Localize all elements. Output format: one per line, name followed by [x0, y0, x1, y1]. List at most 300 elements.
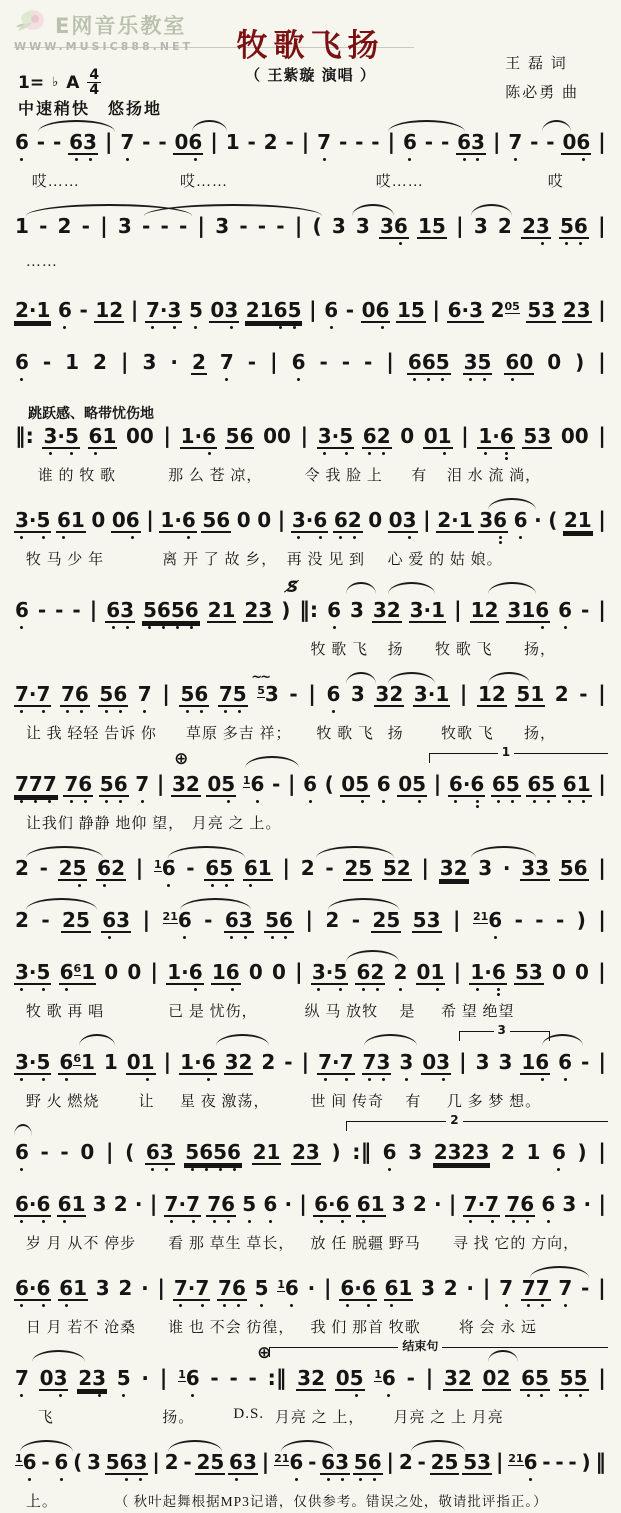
- barline: :‖: [352, 1140, 372, 1164]
- note: [417, 215, 447, 239]
- note: [412, 1193, 428, 1215]
- glyph: 1: [103, 1050, 118, 1074]
- glyph: 7: [506, 1192, 521, 1216]
- note: [436, 509, 473, 533]
- glyph: 0: [104, 960, 119, 984]
- glyph: 5: [358, 856, 373, 880]
- glyph: 7: [15, 1366, 29, 1390]
- note: [506, 599, 550, 623]
- glyph: ·: [284, 1192, 293, 1216]
- note: [271, 961, 287, 983]
- music-system-8: [14, 670, 607, 745]
- barline: |: [598, 1140, 606, 1164]
- dash: [141, 215, 151, 237]
- barline: |: [495, 1450, 504, 1474]
- note: [470, 599, 500, 623]
- glyph: 3: [413, 682, 428, 706]
- note: [14, 909, 30, 931]
- glyph: 0: [574, 424, 589, 448]
- note: [497, 215, 513, 237]
- glyph: 0: [207, 772, 222, 796]
- glyph: (: [73, 1450, 83, 1474]
- glyph: 3: [83, 130, 97, 154]
- glyph: 0: [551, 960, 566, 984]
- glyph: ·: [477, 1192, 486, 1216]
- glyph: 3: [469, 298, 484, 322]
- note: [164, 1451, 180, 1473]
- glyph: 1: [259, 298, 274, 322]
- note: [462, 1451, 492, 1475]
- barline: |: [461, 424, 469, 448]
- glyph: 6: [58, 298, 72, 322]
- music-system-3: [14, 286, 607, 329]
- lyric: （ 秋叶起舞根据MP3记谱，仅供参考。错误之处，敬请批评指正。）: [114, 1494, 548, 1509]
- glyph: 0: [139, 424, 154, 448]
- glyph: ·: [433, 1192, 442, 1216]
- note: [331, 215, 347, 237]
- note: [333, 509, 363, 533]
- lyric: 扬，: [523, 642, 556, 658]
- note: [498, 1051, 514, 1073]
- lyric: 岁 月 从不 停步: [25, 1236, 137, 1252]
- glyph: 5: [219, 856, 234, 880]
- glyph: 2: [78, 1366, 93, 1390]
- glyph: 3: [475, 1050, 490, 1074]
- barline: |: [598, 508, 606, 532]
- glyph: 2: [191, 350, 206, 374]
- note: [145, 299, 182, 323]
- lyric: 已 是 忧伤，: [168, 1004, 258, 1020]
- glyph: 2: [398, 1450, 413, 1474]
- dash: [81, 215, 91, 237]
- note: [280, 599, 291, 621]
- glyph: (: [312, 214, 322, 238]
- glyph: 5: [431, 214, 446, 238]
- barline: |: [597, 214, 606, 238]
- glyph: 3: [133, 1450, 148, 1474]
- glyph: 5: [541, 772, 556, 796]
- lyrics-row: [14, 170, 607, 193]
- dash: [40, 909, 50, 931]
- note: [324, 909, 340, 931]
- note: [316, 131, 332, 153]
- barline: |: [159, 1366, 168, 1390]
- glyph: 7: [164, 1192, 179, 1216]
- glyph: -: [440, 130, 450, 154]
- glyph: -: [355, 130, 364, 154]
- note: [248, 961, 264, 983]
- glyph: 6: [381, 1366, 396, 1390]
- glyph: -: [546, 130, 555, 154]
- lyric: 那 么 苍 凉，: [168, 468, 263, 484]
- dash: [203, 909, 213, 931]
- note: [551, 961, 567, 983]
- glyph: 6: [36, 1276, 51, 1300]
- glyph: 1: [526, 1140, 541, 1164]
- lyric: 月亮 之 上。: [191, 816, 282, 832]
- glyph: ): [281, 598, 291, 622]
- glyph: 2: [118, 1276, 133, 1300]
- glyph: 5: [339, 424, 354, 448]
- glyph: 6: [102, 908, 117, 932]
- barline: |: [162, 682, 170, 706]
- lyrics-row: [14, 1406, 607, 1429]
- note: [382, 857, 412, 881]
- note: [14, 215, 30, 237]
- glyph: 3: [402, 508, 417, 532]
- note: [520, 1051, 550, 1075]
- barline: |: [301, 1050, 310, 1074]
- barline: |: [432, 298, 441, 322]
- glyph: ·: [28, 682, 37, 706]
- glyph: 0: [547, 350, 562, 374]
- note: [402, 131, 418, 153]
- glyph: 6: [59, 1276, 74, 1300]
- note: [443, 1277, 459, 1299]
- barline: |: [130, 298, 139, 322]
- note: [153, 857, 177, 879]
- note: [302, 773, 318, 795]
- glyph: 6: [457, 130, 472, 154]
- note: [191, 351, 207, 375]
- glyph: 2: [393, 960, 408, 984]
- glyph: 0: [125, 424, 140, 448]
- barline: |: [299, 1192, 307, 1216]
- glyph: 2: [344, 856, 359, 880]
- glyph: 6: [535, 598, 550, 622]
- glyph: 3: [317, 424, 332, 448]
- note: [134, 1193, 144, 1215]
- glyph: 6: [562, 772, 577, 796]
- lyrics-row: [14, 464, 607, 487]
- note: [412, 909, 442, 933]
- glyph: 1: [73, 1276, 88, 1300]
- bracket-number: 2: [446, 1114, 462, 1126]
- glyph: 5: [514, 960, 529, 984]
- note: [340, 773, 370, 797]
- glyph: 3: [463, 350, 478, 374]
- glyph: 5: [573, 1366, 588, 1390]
- note: [361, 299, 391, 323]
- note: [14, 599, 30, 621]
- glyph: 6: [333, 508, 348, 532]
- glyph: 6: [384, 1276, 399, 1300]
- glyph: 6: [15, 1276, 29, 1300]
- grace-note: 21: [274, 1452, 290, 1465]
- glyph: 6: [321, 1450, 336, 1474]
- note: [324, 773, 335, 795]
- note: [521, 1277, 551, 1301]
- lyrics-row: [14, 812, 607, 835]
- note: [463, 1193, 500, 1217]
- glyph: 5: [265, 908, 280, 932]
- note: [443, 1367, 473, 1391]
- note: [228, 1451, 258, 1475]
- barline: |: [386, 350, 394, 374]
- dash: [424, 131, 434, 153]
- glyph: 5: [435, 350, 450, 374]
- glyph: 7: [218, 682, 233, 706]
- glyph: 5: [143, 598, 157, 622]
- glyph: 2: [15, 908, 29, 932]
- music-system-16: [14, 1264, 607, 1339]
- glyph: ): [581, 1450, 591, 1474]
- dash: [185, 857, 195, 879]
- glyph: 6: [284, 1276, 299, 1300]
- note: [356, 1193, 386, 1217]
- glyph: -: [579, 682, 588, 706]
- lyric: 哎: [547, 174, 564, 190]
- lyricist-credit: 王 磊 词: [505, 56, 568, 72]
- notes-row: [14, 1451, 607, 1481]
- glyph: 6: [552, 1140, 566, 1164]
- section-tempo-marking: 跳跃感、略带忧伤地: [28, 407, 154, 422]
- glyph: 5: [355, 772, 370, 796]
- glyph: 7: [173, 1276, 188, 1300]
- barline: |: [598, 1366, 606, 1390]
- glyph: 7: [42, 772, 57, 796]
- glyph: 2: [62, 908, 76, 932]
- music-system-10: [14, 844, 607, 887]
- tempo-marking: 中速稍快 悠扬地: [18, 101, 163, 118]
- notes-row: [14, 509, 607, 539]
- dash: [52, 131, 62, 153]
- barline: |: [598, 1192, 606, 1216]
- glyph: 6: [356, 960, 371, 984]
- barline: |: [277, 508, 286, 532]
- note: [562, 773, 592, 797]
- glyph: -: [160, 214, 169, 238]
- glyph: -: [158, 130, 167, 154]
- barline: |: [598, 424, 606, 448]
- glyph: 6: [340, 1276, 355, 1300]
- note: [63, 773, 93, 797]
- glyph: ·: [325, 960, 334, 984]
- header: [14, 6, 607, 118]
- glyph: 6: [289, 1450, 304, 1474]
- glyph: -: [581, 1276, 590, 1300]
- note: [242, 773, 266, 795]
- glyph: ·: [178, 1192, 187, 1216]
- barline: |: [448, 1192, 457, 1216]
- note: [201, 509, 231, 533]
- glyph: -: [325, 856, 334, 880]
- note: [312, 215, 323, 237]
- glyph: -: [41, 908, 50, 932]
- glyph: 5: [353, 1450, 368, 1474]
- note: [103, 1051, 119, 1073]
- glyph: ·: [451, 508, 459, 532]
- glyph: ·: [484, 960, 492, 984]
- glyph: 3: [117, 214, 132, 238]
- note: [520, 1367, 550, 1391]
- glyph: 6: [78, 772, 93, 796]
- glyph: ·: [28, 1050, 37, 1074]
- note: [559, 1367, 589, 1391]
- dash: [159, 215, 169, 237]
- glyph: 2: [311, 1366, 325, 1390]
- note: [252, 1141, 282, 1165]
- glyph: -: [580, 598, 590, 622]
- lyric: 让我们 静静 地仰 望，: [25, 816, 185, 832]
- glyph: 1: [266, 1140, 281, 1164]
- glyph: ·: [174, 508, 182, 532]
- lyric: 将 会 永 远: [458, 1320, 538, 1336]
- barline: |: [492, 130, 501, 154]
- note: [399, 425, 415, 447]
- glyph: 6: [535, 1050, 550, 1074]
- note: [557, 599, 573, 621]
- glyph: ·: [583, 1192, 592, 1216]
- dash: [247, 351, 257, 373]
- glyph: ): [575, 350, 585, 374]
- note: [273, 1451, 304, 1473]
- glyph: 3: [297, 1366, 312, 1390]
- glyph: ·: [534, 508, 542, 532]
- lyric: 月亮 之 上 月亮: [393, 1410, 504, 1426]
- lyric: 放 任 脱疆 野马: [310, 1236, 421, 1252]
- glyph: -: [247, 350, 257, 374]
- glyph: 6: [202, 424, 217, 448]
- glyph: 5: [36, 960, 51, 984]
- note: [96, 857, 126, 881]
- glyph: 2: [563, 508, 578, 532]
- barline: |: [149, 1192, 158, 1216]
- glyph: -: [276, 214, 285, 238]
- note: [173, 131, 203, 155]
- glyph: 6: [499, 424, 514, 448]
- glyph: 6: [22, 1450, 37, 1474]
- dash: [417, 1451, 427, 1473]
- meter-fraction: [87, 68, 101, 97]
- note: [263, 131, 279, 153]
- glyph: 2: [490, 298, 505, 322]
- glyph: 1: [180, 1050, 195, 1074]
- glyph: 1: [470, 960, 485, 984]
- glyph: 1: [81, 960, 96, 984]
- glyph: 1: [458, 508, 473, 532]
- note: [195, 1451, 225, 1475]
- lyric: 世 间 传奇: [310, 1094, 385, 1110]
- glyph: 6: [326, 682, 341, 706]
- note: [61, 909, 91, 933]
- note: [42, 425, 79, 449]
- note: [214, 215, 230, 237]
- note: [58, 1051, 96, 1075]
- glyph: 5: [188, 298, 203, 322]
- note: [521, 215, 551, 239]
- glyph: 6: [407, 350, 422, 374]
- meter-bottom: 4: [89, 82, 100, 98]
- glyph: 3: [167, 298, 182, 322]
- glyph: 6: [488, 908, 503, 932]
- glyph: 5: [412, 908, 427, 932]
- note: [396, 299, 426, 323]
- glyph: 5: [444, 1450, 459, 1474]
- glyph: 6: [113, 772, 128, 796]
- note: [173, 1277, 210, 1301]
- barline: |: [453, 960, 462, 984]
- note: [379, 215, 409, 239]
- note: [254, 1277, 270, 1299]
- note: [376, 773, 392, 795]
- glyph: 2: [196, 1450, 211, 1474]
- note: [179, 683, 209, 707]
- glyph: -: [424, 130, 434, 154]
- slur-arc: [488, 582, 535, 594]
- barline: |: [386, 1450, 395, 1474]
- note: [522, 425, 552, 449]
- glyph: 1: [418, 214, 432, 238]
- note: [409, 599, 446, 623]
- glyph: 6: [216, 508, 231, 532]
- note: [58, 857, 88, 881]
- glyph: 2: [433, 1140, 448, 1164]
- note: [507, 131, 523, 153]
- barline: |: [156, 772, 165, 796]
- glyph: -: [364, 350, 373, 374]
- barline: |: [105, 1140, 114, 1164]
- glyph: 1: [521, 598, 536, 622]
- glyph: 6: [448, 772, 463, 796]
- barline: |: [598, 350, 606, 374]
- note: [407, 1141, 423, 1163]
- barline: |: [482, 1276, 491, 1300]
- glyph: 3: [408, 1140, 423, 1164]
- glyph: 5: [242, 1192, 257, 1216]
- glyph: 3: [391, 1192, 406, 1216]
- music-system-17: [14, 1339, 607, 1429]
- glyph: 5: [410, 298, 425, 322]
- glyph: 2: [396, 856, 411, 880]
- note: [562, 299, 592, 323]
- note: [490, 299, 521, 321]
- note: [473, 215, 489, 237]
- barline: |: [301, 130, 310, 154]
- glyph: -: [60, 1140, 69, 1164]
- lyric: 哎……: [31, 174, 80, 190]
- note: [171, 773, 201, 797]
- note: [557, 1051, 573, 1073]
- note: [262, 1193, 278, 1215]
- note: [398, 1451, 414, 1473]
- glyph: -: [178, 214, 188, 238]
- barline: |: [294, 214, 303, 238]
- glyph: 5: [99, 772, 114, 796]
- note: [256, 683, 280, 705]
- glyph: 5: [412, 772, 427, 796]
- glyph: -: [142, 214, 151, 238]
- note: [211, 961, 241, 985]
- glyph: 5: [386, 908, 401, 932]
- dash: [514, 909, 524, 931]
- glyph: 1: [102, 424, 117, 448]
- glyph: 6: [97, 856, 112, 880]
- note: [382, 1141, 398, 1163]
- barline: |: [150, 960, 159, 984]
- slur-arc: [346, 582, 376, 594]
- slur-arc: [245, 756, 298, 768]
- volta-bracket: [346, 1113, 608, 1131]
- glyph: 7: [521, 1276, 536, 1300]
- barline: ‖:: [299, 598, 319, 622]
- note: [526, 773, 556, 797]
- note: [420, 1277, 436, 1299]
- note: [243, 599, 273, 623]
- note: [367, 509, 383, 531]
- note: [88, 425, 118, 449]
- note: [209, 299, 239, 323]
